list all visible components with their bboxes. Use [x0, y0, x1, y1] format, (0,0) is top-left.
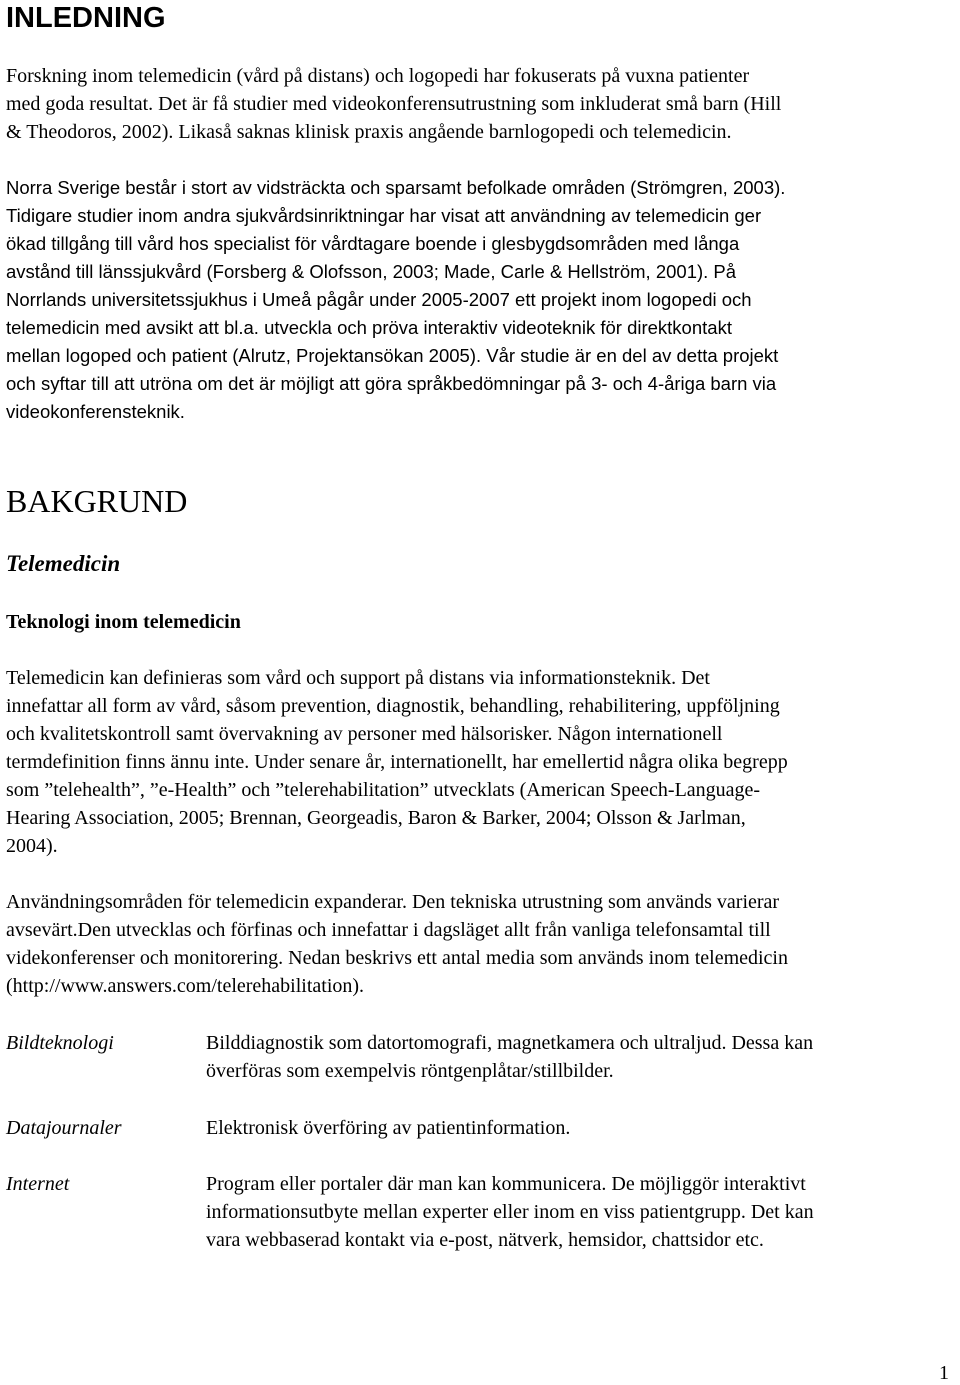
text-line: telemedicin med avsikt att bl.a. utveckla och pröva interaktiv videoteknik för direktkontakt: [6, 317, 732, 338]
text-line: (http://www.answers.com/telerehabilitation).: [6, 975, 365, 997]
text-line: Hearing Association, 2005; Brennan, Georgeadis, Baron & Barker, 2004; Olsson & Jarlman,: [6, 807, 746, 829]
definition-description: [206, 1029, 813, 1085]
text-line: med goda resultat. Det är få studier med videokonferensutrustning som inkluderat små barn (Hill: [6, 93, 782, 115]
text-line: informationsutbyte mellan experter eller inom en viss patientgrupp. Det kan: [206, 1201, 814, 1223]
text-line: vara webbaserad kontakt via e-post, nätverk, hemsidor, chattsidor etc.: [206, 1229, 764, 1251]
text-line: Norra Sverige består i stort av vidsträckta och sparsamt befolkade områden (Strömgren, 2003).: [6, 177, 786, 198]
text-line: överföras som exempelvis röntgenplåtar/stillbilder.: [206, 1060, 614, 1082]
inledning-paragraph-2: [6, 174, 785, 426]
definition-description: [206, 1114, 570, 1142]
section-heading-bakgrund: BAKGRUND: [6, 483, 188, 519]
text-line: innefattar all form av vård, såsom prevention, diagnostik, behandling, rehabilitering, uppföljning: [6, 695, 780, 717]
text-line: Elektronisk överföring av patientinformation.: [206, 1117, 571, 1139]
subsubsection-heading-teknologi: Teknologi inom telemedicin: [6, 611, 241, 633]
bakgrund-paragraph-1: [6, 664, 788, 860]
text-line: & Theodoros, 2002). Likaså saknas klinisk praxis angående barnlogopedi och telemedicin.: [6, 121, 732, 143]
definition-term: Internet: [6, 1173, 70, 1195]
subsection-heading-telemedicin: Telemedicin: [6, 551, 121, 576]
text-line: videokonferensteknik.: [6, 401, 185, 422]
page-number: 1: [939, 1362, 949, 1384]
bakgrund-paragraph-2: [6, 888, 788, 1000]
inledning-paragraph-1: [6, 62, 781, 146]
text-line: som ”telehealth”, ”e-Health” och ”telerehabilitation” utvecklats (American Speech-Language-: [6, 779, 761, 801]
text-line: och syftar till att utröna om det är möjligt att göra språkbedömningar på 3- och 4-åriga barn via: [6, 373, 777, 394]
text-line: avsevärt.Den utvecklas och förfinas och innefattar i dagsläget allt från vanliga telefonsamtal till: [6, 919, 771, 941]
text-line: avstånd till länssjukvård (Forsberg & Olofsson, 2003; Made, Carle & Hellström, 2001). På: [6, 261, 737, 282]
section-heading-inledning: INLEDNING: [6, 2, 166, 34]
text-line: 2004).: [6, 835, 58, 857]
text-line: mellan logoped och patient (Alrutz, Projektansökan 2005). Vår studie är en del av detta projekt: [6, 345, 779, 366]
definition-term: Bildteknologi: [6, 1032, 114, 1054]
text-line: Bilddiagnostik som datortomografi, magnetkamera och ultraljud. Dessa kan: [206, 1032, 814, 1054]
text-line: Program eller portaler där man kan kommunicera. De möjliggör interaktivt: [206, 1173, 806, 1195]
text-line: videkonferenser och monitorering. Nedan beskrivs ett antal media som används inom telemedicin: [6, 947, 788, 969]
text-line: termdefinition finns ännu inte. Under senare år, internationellt, har emellertid några olika begrepp: [6, 751, 788, 773]
text-line: Telemedicin kan definieras som vård och support på distans via informationsteknik. Det: [6, 667, 710, 689]
definition-term: Datajournaler: [6, 1117, 122, 1139]
text-line: Norrlands universitetssjukhus i Umeå pågår under 2005-2007 ett projekt inom logopedi och: [6, 289, 752, 310]
text-line: Tidigare studier inom andra sjukvårdsinriktningar har visat att användning av telemedicin ger: [6, 205, 762, 226]
text-line: Forskning inom telemedicin (vård på distans) och logopedi har fokuserats på vuxna patienter: [6, 65, 750, 87]
text-line: Användningsområden för telemedicin expanderar. Den tekniska utrustning som används varierar: [6, 891, 780, 913]
definition-description: [206, 1170, 814, 1254]
text-line: och kvalitetskontroll samt övervakning av personer med hälsorisker. Någon internationell: [6, 723, 723, 745]
text-line: ökad tillgång till vård hos specialist för vårdtagare boende i glesbygdsområden med långa: [6, 233, 740, 254]
